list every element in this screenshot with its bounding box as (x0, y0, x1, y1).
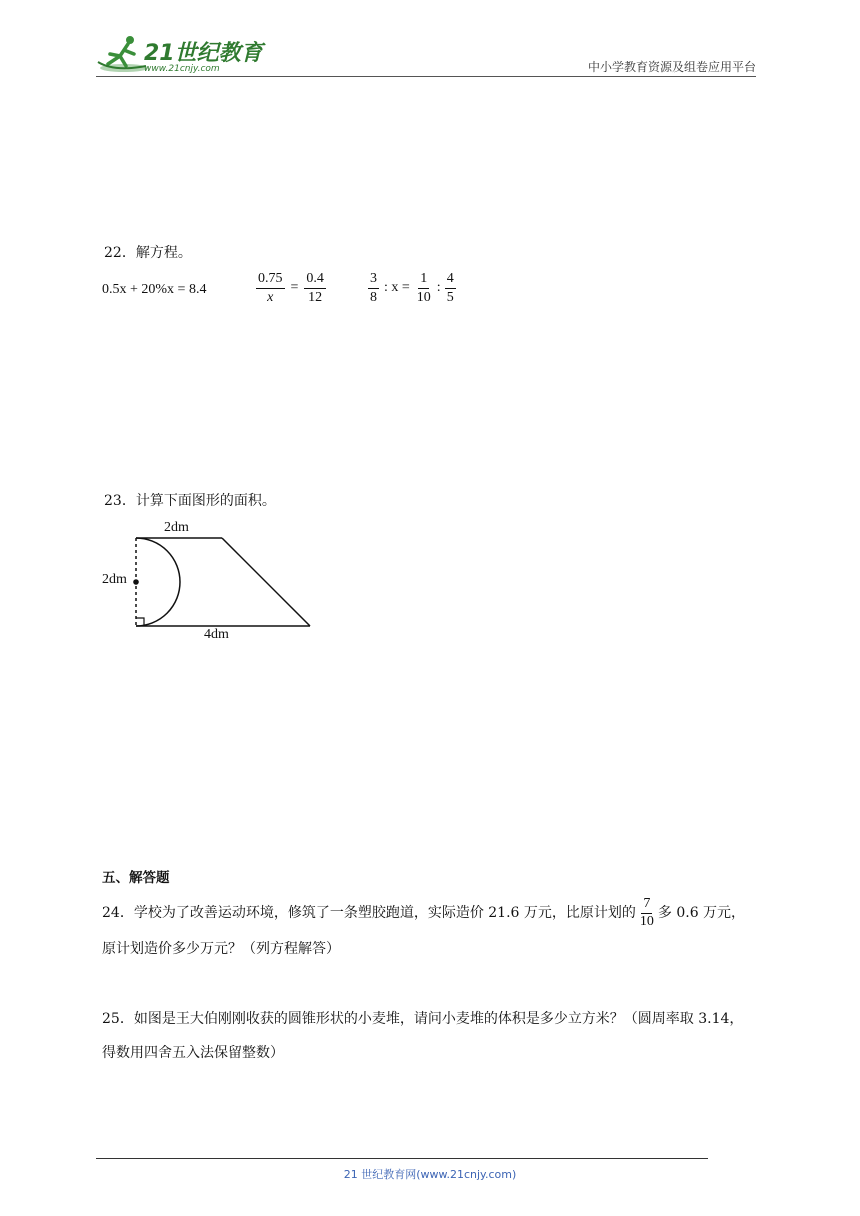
eq3-a-denominator: 8 (370, 289, 377, 305)
eq2-right-fraction (304, 270, 326, 306)
eq3-b-numerator: 1 (418, 270, 429, 289)
logo-url: www.21cnjy.com (144, 64, 220, 74)
eq2-left-fraction (256, 270, 285, 306)
q24-text-before: 24．学校为了改善运动环境，修筑了一条塑胶跑道，实际造价 21.6 万元，比原计划的 (102, 905, 636, 921)
eq3-middle: : x = (384, 280, 410, 295)
center-dot (133, 579, 139, 585)
header-divider (96, 76, 756, 77)
q25-line-1: 25．如图是王大伯刚刚收获的圆锥形状的小麦堆，请问小麦堆的体积是多少立方米？（圆周率取 3.14， (102, 1011, 744, 1027)
site-name: 中小学教育资源及组卷应用平台 (587, 60, 756, 74)
label-left-length: 2dm (102, 572, 127, 587)
equation-1-text: 0.5x + 20%x = 8.4 (102, 282, 207, 297)
slanted-edge (222, 538, 310, 626)
eq3-b-fraction (415, 270, 433, 306)
eq2-right-denominator: 12 (308, 289, 323, 305)
q24-line-2: 原计划造价多少万元？（列方程解答） (102, 941, 340, 957)
semicircle-arc (136, 538, 180, 626)
q24-fraction-numerator: 7 (641, 896, 652, 914)
footer-divider (96, 1158, 708, 1159)
eq2-left-denominator: x (267, 289, 274, 305)
q24-fraction (638, 896, 656, 931)
section-title: 五、解答题 (102, 870, 170, 886)
eq3-a-numerator: 3 (368, 270, 379, 289)
eq2-left-numerator: 0.75 (256, 270, 285, 289)
eq3-c-fraction (445, 270, 456, 306)
q22-equation-1 (102, 282, 206, 298)
ratio-colon: : (436, 280, 441, 295)
q24-fraction-denominator: 10 (639, 913, 654, 929)
logo-text: 21世纪教育 (144, 41, 263, 66)
q25-line-2: 得数用四舍五入法保留整数） (102, 1045, 284, 1061)
q22-title: 22．解方程。 (104, 245, 192, 261)
label-top-length: 2dm (164, 520, 189, 535)
equals-sign: = (290, 280, 299, 295)
footer-site-link[interactable]: 21 世纪教育网(www.21cnjy.com) (343, 1168, 517, 1181)
q24-line-1 (102, 896, 745, 931)
eq3-c-numerator: 4 (445, 270, 456, 289)
eq3-b-denominator: 10 (416, 289, 431, 305)
eq3-a-fraction (368, 270, 379, 306)
site-logo (94, 32, 264, 78)
q24-text-after: 多 0.6 万元， (657, 905, 746, 921)
q22-equation-2 (254, 270, 328, 306)
q22-equation-3 (366, 270, 458, 306)
label-bottom-length: 4dm (204, 627, 229, 642)
eq2-right-numerator: 0.4 (304, 270, 326, 289)
q23-title: 23．计算下面图形的面积。 (104, 493, 276, 509)
eq3-c-denominator: 5 (446, 289, 454, 305)
